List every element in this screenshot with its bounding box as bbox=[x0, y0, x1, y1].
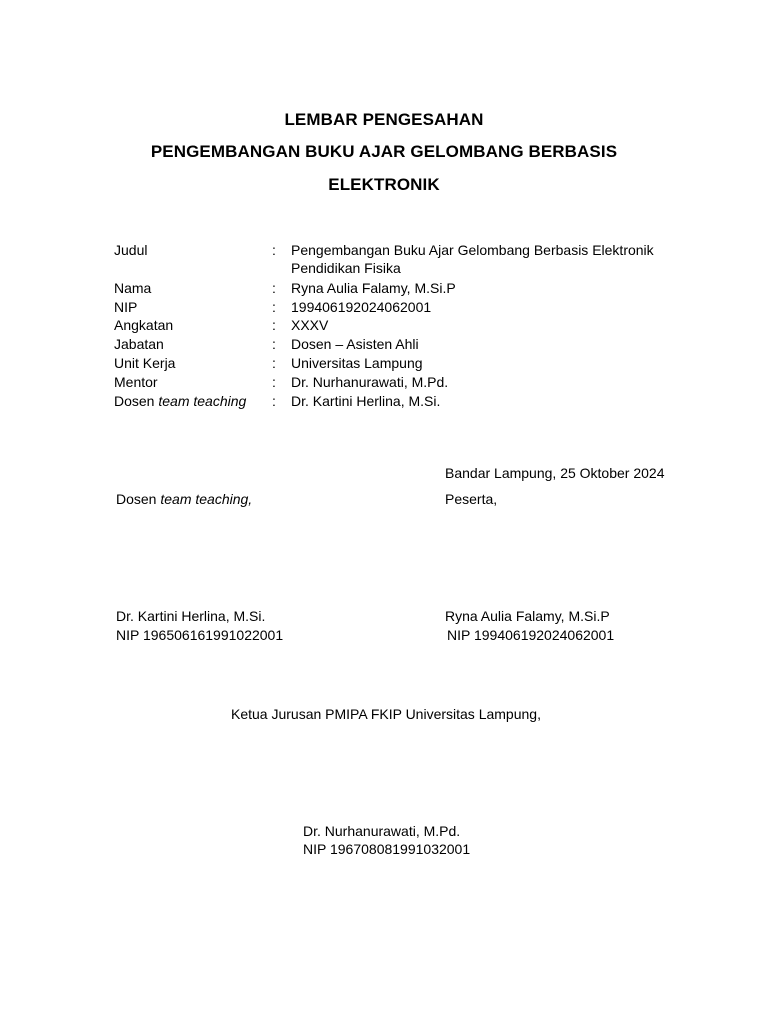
field-colon: : bbox=[272, 393, 276, 409]
field-label-dosen-team-teaching bbox=[114, 392, 246, 410]
field-label-jabatan: Jabatan bbox=[114, 336, 164, 352]
field-value-judul-line-1: Pengembangan Buku Ajar Gelombang Berbasis Elektronik bbox=[291, 242, 654, 258]
field-label-team-teaching: team teaching bbox=[158, 393, 247, 409]
field-colon: : bbox=[272, 242, 276, 258]
signature-left-role-prefix: Dosen bbox=[116, 491, 161, 507]
field-colon: : bbox=[272, 299, 276, 315]
field-colon: : bbox=[272, 355, 276, 371]
signature-head-name: Dr. Nurhanurawati, M.Pd. bbox=[303, 823, 461, 839]
field-value-nip: 199406192024062001 bbox=[291, 299, 432, 315]
field-value-unit-kerja: Universitas Lampung bbox=[291, 355, 423, 371]
signature-left-name: Dr. Kartini Herlina, M.Si. bbox=[116, 608, 266, 624]
signature-head-nip: NIP 196708081991032001 bbox=[303, 841, 471, 857]
signature-right-role: Peserta, bbox=[445, 491, 498, 507]
signature-left-nip: NIP 196506161991022001 bbox=[116, 627, 284, 643]
field-value-judul bbox=[291, 241, 691, 277]
field-colon: : bbox=[272, 317, 276, 333]
field-label-nip: NIP bbox=[114, 299, 138, 315]
document-subtitle-line-2: ELEKTRONIK bbox=[328, 175, 440, 194]
document-subtitle-line-1: PENGEMBANGAN BUKU AJAR GELOMBANG BERBASIS bbox=[150, 142, 618, 161]
field-label-unit-kerja: Unit Kerja bbox=[114, 355, 176, 371]
document-title: LEMBAR PENGESAHAN bbox=[284, 110, 484, 129]
field-value-jabatan: Dosen – Asisten Ahli bbox=[291, 336, 419, 352]
place-date: Bandar Lampung, 25 Oktober 2024 bbox=[445, 465, 665, 481]
field-colon: : bbox=[272, 374, 276, 390]
field-label-angkatan: Angkatan bbox=[114, 317, 174, 333]
signature-right-name: Ryna Aulia Falamy, M.Si.P bbox=[445, 608, 610, 624]
field-value-nama: Ryna Aulia Falamy, M.Si.P bbox=[291, 280, 456, 296]
field-value-judul-line-2: Pendidikan Fisika bbox=[291, 260, 401, 276]
field-colon: : bbox=[272, 336, 276, 352]
field-value-angkatan: XXXV bbox=[291, 317, 329, 333]
field-label-mentor: Mentor bbox=[114, 374, 158, 390]
field-value-dosen-team-teaching: Dr. Kartini Herlina, M.Si. bbox=[291, 393, 441, 409]
field-value-mentor: Dr. Nurhanurawati, M.Pd. bbox=[291, 374, 449, 390]
field-label-judul: Judul bbox=[114, 242, 148, 258]
signature-left-role bbox=[116, 490, 252, 508]
signature-head-role: Ketua Jurusan PMIPA FKIP Universitas Lampung, bbox=[231, 706, 541, 722]
field-label-nama: Nama bbox=[114, 280, 152, 296]
field-colon: : bbox=[272, 280, 276, 296]
signature-right-nip: NIP 199406192024062001 bbox=[447, 627, 615, 643]
signature-left-role-italic: team teaching, bbox=[160, 491, 253, 507]
field-label-dosen-prefix: Dosen bbox=[114, 393, 159, 409]
